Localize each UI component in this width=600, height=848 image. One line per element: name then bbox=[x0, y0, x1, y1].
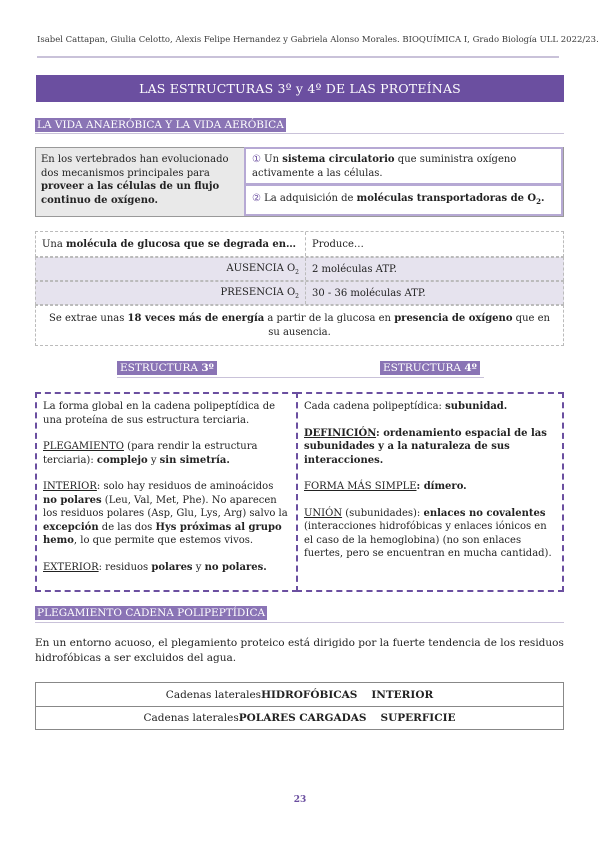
absence-label: AUSENCIA O bbox=[226, 262, 296, 274]
row2-location: SUPERFICIE bbox=[380, 711, 456, 724]
s3-p2-bold1: complejo bbox=[96, 454, 148, 466]
side-chains-table bbox=[35, 682, 564, 730]
s3-p4-label: EXTERIOR bbox=[43, 561, 99, 573]
s3-p4-bold-b: polares bbox=[151, 561, 193, 573]
note-bold-b: 18 veces más de energía bbox=[127, 313, 265, 324]
table-row bbox=[36, 683, 563, 707]
row2-text: Cadenas laterales bbox=[143, 711, 239, 724]
table-row bbox=[35, 231, 564, 257]
s3-p3-bold-f: Hys próximas al grupo hemo bbox=[43, 521, 282, 546]
s3-p2-text2: y bbox=[147, 454, 160, 466]
s3-p4-bold-d: no polares. bbox=[204, 561, 267, 573]
s3-p4-text-c: y bbox=[192, 561, 205, 573]
plegamiento-paragraph: En un entorno acuoso, el plegamiento proteico está dirigido por la fuerte tendencia de los residuos hidrofóbicas a ser excluidos del agua. bbox=[35, 637, 564, 664]
section-heading-plegamiento: PLEGAMIENTO CADENA POLIPEPTÍDICA bbox=[37, 607, 266, 619]
s4-p4-bold: enlaces no covalentes bbox=[423, 507, 546, 519]
s3-p3-bold-b: no polares bbox=[43, 494, 102, 506]
s4-p2-label: DEFINICIÓN bbox=[304, 427, 377, 439]
section-heading-vida: LA VIDA ANAERÓBICA Y LA VIDA AERÓBICA bbox=[37, 119, 284, 131]
table-header-right: Produce… bbox=[312, 238, 364, 250]
s3-paragraph-exterior bbox=[43, 561, 290, 575]
row1-location: INTERIOR bbox=[371, 688, 434, 701]
number-2-icon: ② bbox=[252, 192, 261, 204]
mechanisms-intro bbox=[36, 148, 244, 216]
row-value-absence: 2 moléculas ATP. bbox=[312, 263, 397, 275]
s4-p2-bold: : ordenamiento espacial de las subunidades y a la naturaleza de sus interacciones. bbox=[304, 427, 547, 466]
s4-paragraph-union bbox=[304, 507, 556, 561]
item2-subscript: 2 bbox=[536, 196, 542, 206]
row-label-presence bbox=[36, 282, 306, 304]
s4-p4-text-a: (subunidades): bbox=[342, 507, 424, 519]
absence-sub: 2 bbox=[295, 268, 299, 276]
s3-p4-text-a: : residuos bbox=[98, 561, 152, 573]
table-header-left bbox=[36, 232, 306, 256]
glucose-table bbox=[35, 231, 564, 346]
heading-structure-3 bbox=[117, 361, 217, 375]
note-text-e: que en su ausencia. bbox=[268, 313, 550, 338]
presence-sub: 2 bbox=[295, 292, 299, 300]
table-row bbox=[35, 281, 564, 305]
s4-paragraph-1 bbox=[304, 400, 556, 414]
item2-end: . bbox=[541, 192, 545, 204]
row-label-absence bbox=[36, 258, 306, 280]
page-title: LAS ESTRUCTURAS 3º y 4º DE LAS PROTEÍNAS bbox=[36, 75, 564, 102]
heading3-text: ESTRUCTURA bbox=[120, 362, 202, 374]
s3-paragraph-interior bbox=[43, 480, 290, 548]
s3-p3-text-c: (Leu, Val, Met, Phe). No aparecen los residuos polares (Asp, Glu, Lys, Arg) salvo la bbox=[43, 494, 288, 519]
s3-p3-text-g: , lo que permite que estemos vivos. bbox=[73, 535, 254, 546]
structure-4-box bbox=[296, 392, 564, 592]
s4-paragraph-definicion bbox=[304, 427, 556, 468]
s4-p4-text-c: (interacciones hidrofóbicas y enlaces iónicos en el caso de la hemoglobina) (no son enlaces fuertes, pero se encuentran en mucha cantidad). bbox=[304, 521, 552, 559]
item1-bold: sistema circulatorio bbox=[282, 154, 395, 165]
presence-label: PRESENCIA O bbox=[220, 286, 296, 298]
s4-paragraph-forma bbox=[304, 480, 556, 494]
mechanism-item-1 bbox=[244, 147, 563, 185]
heading4-num: 4º bbox=[464, 362, 477, 374]
s4-p1-bold: subunidad. bbox=[445, 401, 508, 412]
item1-text: Un bbox=[260, 154, 283, 165]
row1-text: Cadenas laterales bbox=[165, 688, 262, 701]
row2-bold: POLARES CARGADAS bbox=[238, 711, 367, 724]
header-divider bbox=[37, 56, 559, 58]
header-left-bold: molécula de glucosa que se degrada en… bbox=[66, 238, 297, 250]
table-note-row bbox=[35, 305, 564, 346]
s4-p1-text: Cada cadena polipeptídica: bbox=[304, 401, 446, 412]
s3-paragraph-plegamiento bbox=[43, 440, 290, 467]
heading4-text: ESTRUCTURA bbox=[383, 362, 465, 374]
table-row bbox=[35, 257, 564, 281]
s3-p3-text-e: de las dos bbox=[98, 521, 156, 533]
structure-divider bbox=[117, 377, 484, 378]
intro-text: En los vertebrados han evolucionado dos mecanismos principales para bbox=[41, 154, 229, 179]
heading-structure-4 bbox=[380, 361, 480, 375]
oxygen-mechanisms-box bbox=[35, 147, 564, 217]
s4-p3-label: FORMA MÁS SIMPLE bbox=[304, 481, 417, 492]
note-text-a: Se extrae unas bbox=[49, 313, 128, 324]
header-left-text: Una bbox=[42, 238, 67, 250]
section-divider bbox=[35, 622, 564, 623]
mechanism-item-2 bbox=[244, 184, 563, 216]
table-row bbox=[36, 706, 563, 729]
item2-text: La adquisición de bbox=[260, 192, 357, 204]
s3-p2-bold2: sin simetría. bbox=[159, 454, 230, 466]
item2-bold: moléculas transportadoras de O bbox=[356, 192, 537, 204]
s3-p2-text: (para rendir la estructura terciaria): bbox=[43, 441, 258, 466]
s4-p4-label: UNIÓN bbox=[304, 507, 343, 519]
row-value-presence: 30 - 36 moléculas ATP. bbox=[312, 287, 426, 299]
s3-p3-label: INTERIOR bbox=[43, 481, 97, 492]
number-1-icon: ① bbox=[252, 154, 261, 165]
page-header: Isabel Cattapan, Giulia Celotto, Alexis Felipe Hernandez y Gabriela Alonso Morales. BIOQUÍMICA I, Grado Biología ULL 2022/23. bbox=[37, 35, 599, 45]
page-number: 23 bbox=[293, 795, 307, 805]
s3-p3-bold-d: excepción bbox=[43, 521, 99, 533]
note-bold-d: presencia de oxígeno bbox=[394, 313, 513, 324]
item1-text-end: que suministra oxígeno activamente a las células. bbox=[252, 154, 517, 179]
row1-bold: HIDROFÓBICAS bbox=[261, 688, 358, 701]
s4-p3-bold: : dímero. bbox=[416, 481, 467, 492]
structure-3-box bbox=[35, 392, 298, 592]
s3-paragraph-1: La forma global en la cadena polipeptídica de una proteína de sus estructura terciaria. bbox=[43, 401, 276, 426]
mechanisms-list bbox=[244, 148, 564, 216]
energy-note bbox=[46, 312, 553, 340]
intro-bold: proveer a las células de un flujo continuo de oxígeno. bbox=[41, 181, 220, 206]
section-divider bbox=[35, 133, 564, 134]
heading3-num: 3º bbox=[201, 362, 214, 374]
s3-p2-label: PLEGAMIENTO bbox=[43, 441, 124, 452]
s3-p3-text-a: : solo hay residuos de aminoácidos bbox=[96, 481, 274, 492]
note-text-c: a partir de la glucosa en bbox=[264, 313, 395, 324]
